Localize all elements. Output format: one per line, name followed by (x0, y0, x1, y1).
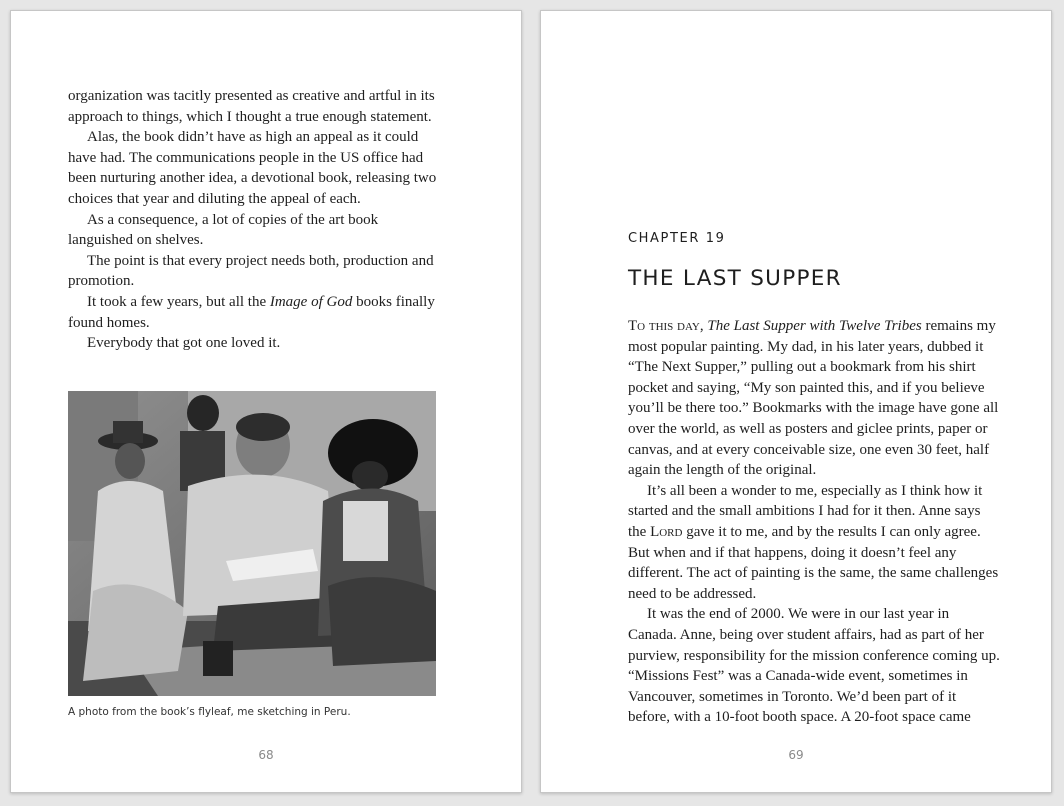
small-caps-word: Lord (650, 523, 683, 540)
paragraph: Alas, the book didn’t have as high an appeal as it could have had. The communications people in the US office had been nurturing another idea, a devotional book, releasing two choices that year and diluting the appeal of each. (68, 129, 437, 207)
paragraph: It was the end of 2000. We were in our last year in Canada. Anne, being over student affairs, had as part of her purview, responsibility for the mission conference coming up. “Missions Fest” was a Canada-wide event, sometimes in Vancouver, sometimes in Toronto. We’d been part of it before, with a 10-foot booth space. A 20-foot space came (628, 606, 1000, 726)
photo-caption: A photo from the book’s flyleaf, me sketching in Peru. (68, 706, 351, 718)
paragraph: The point is that every project needs both, production and promotion. (68, 252, 434, 290)
chapter-title: THE LAST SUPPER (628, 266, 842, 291)
page-number: 68 (258, 748, 274, 762)
page-number: 69 (788, 748, 804, 762)
text-run: remains my most popular painting. My dad, in his later years, dubbed it “The Next Supper,” pulling out a bookmark from his shirt pocket and saying, “My son painted this, and if you believe you’ll be there too.” Bookmarks with the image have gone all over the world, as well as posters and giclee prints, paper or canvas, and at every conceivable size, one even 30 feet, half again the length of the original. (628, 318, 999, 479)
text-run: It took a few years, but all the (87, 293, 270, 310)
paragraph (68, 292, 440, 333)
right-page (540, 10, 1052, 793)
left-page-body (68, 86, 440, 354)
paragraph (628, 481, 1000, 605)
flyleaf-photo (68, 391, 436, 696)
photo-illustration (68, 391, 436, 696)
paragraph (628, 316, 1000, 481)
chapter-label: CHAPTER 19 (628, 231, 726, 246)
book-title-italic: Image of God (269, 293, 353, 310)
small-caps-lead-in: To this day, (628, 318, 704, 334)
painting-title-italic: The Last Supper with Twelve Tribes (707, 318, 922, 334)
paragraph: As a consequence, a lot of copies of the art book languished on shelves. (68, 211, 379, 249)
left-page (10, 10, 522, 793)
text-run: books finally found homes. (68, 293, 435, 331)
right-page-body (628, 316, 1000, 728)
text-run: It’s all been a wonder to me, especially as I think how it started and the small ambitions I had for it then. Anne says the (628, 482, 983, 540)
paragraph: Everybody that got one loved it. (87, 335, 281, 352)
text-run: gave it to me, and by the results I can only agree. But when and if that happens, doing it doesn’t feel any different. The act of painting is the same, the same challenges need to be addressed. (628, 523, 999, 602)
paragraph: organization was tacitly presented as creative and artful in its approach to things, which I thought a true enough statement. (68, 88, 435, 125)
